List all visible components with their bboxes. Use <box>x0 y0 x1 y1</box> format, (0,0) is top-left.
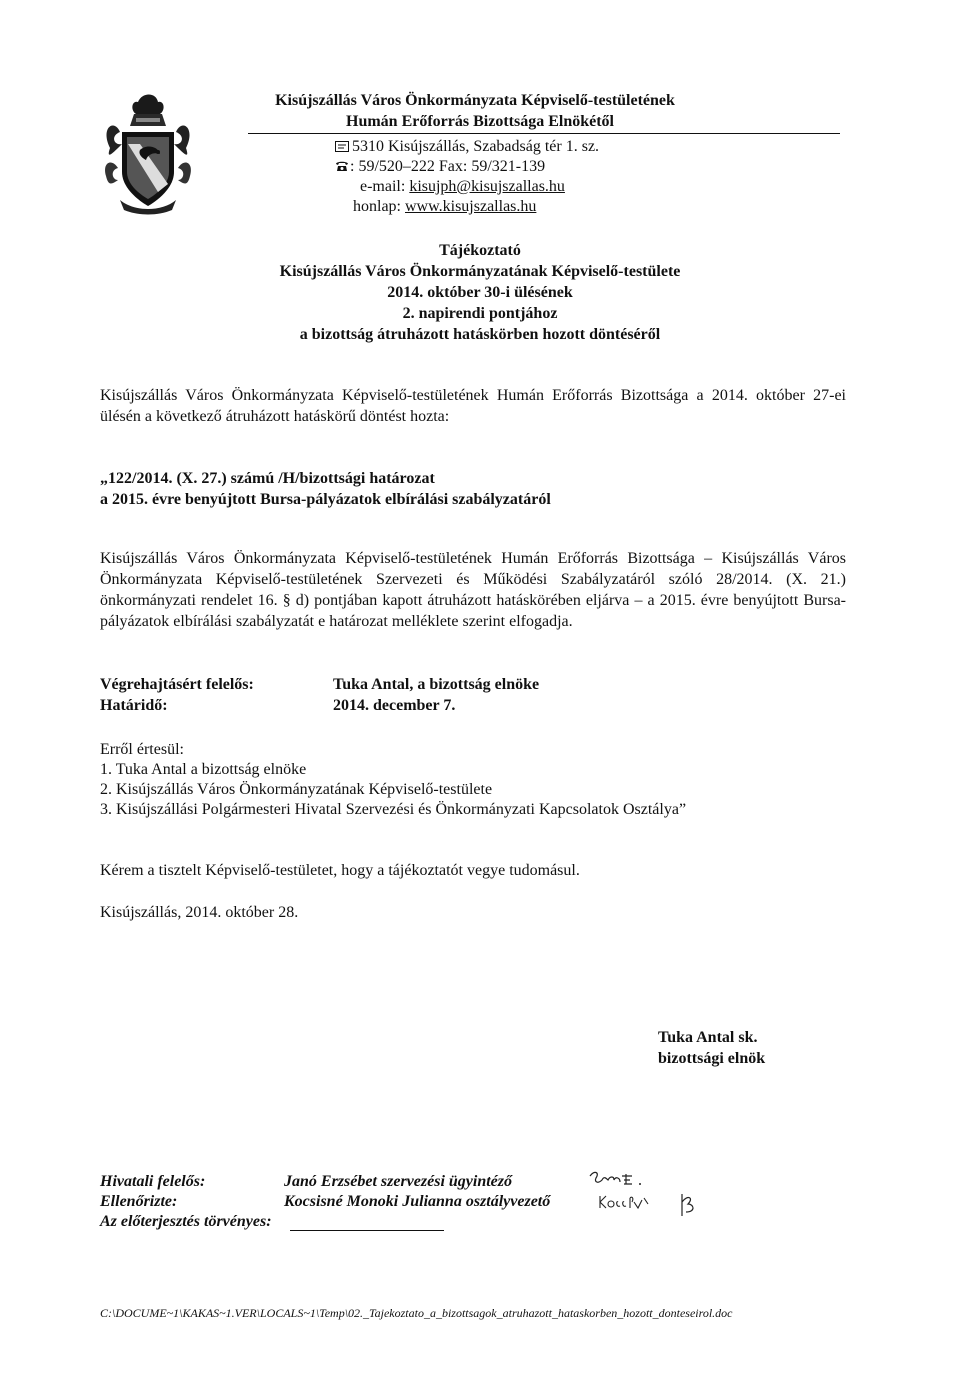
deadline-label: Határidő: <box>100 697 168 714</box>
website-label: honlap: <box>353 198 405 215</box>
footer-checked-label: Ellenőrizte: <box>100 1193 178 1210</box>
header-email <box>360 178 565 196</box>
responsibility-label: Végrehajtásért felelős: <box>100 676 254 693</box>
title-line3: 2014. október 30-i ülésének <box>387 284 573 301</box>
telephone-icon <box>335 160 349 172</box>
title-line2: Kisújszállás Város Önkormányzatának Képviselő-testülete <box>279 263 681 280</box>
org-name-line1: Kisújszállás Város Önkormányzata Képviselő-testületének <box>275 92 675 109</box>
coat-of-arms-icon <box>100 88 196 216</box>
footer-legal-line <box>290 1230 444 1231</box>
list-item: 2. Kisújszállás Város Önkormányzatának Képviselő-testülete <box>100 781 493 798</box>
address-text: 5310 Kisújszállás, Szabadság tér 1. sz. <box>352 138 600 155</box>
header-divider <box>248 133 840 134</box>
handwritten-signature <box>598 1190 708 1218</box>
notification-list <box>100 740 686 820</box>
footer-legal-label: Az előterjesztés törvényes: <box>100 1213 272 1230</box>
footer-responsible-label: Hivatali felelős: <box>100 1173 206 1190</box>
date-place: Kisújszállás, 2014. október 28. <box>100 904 299 921</box>
signatory-name: Tuka Antal sk. <box>658 1029 758 1046</box>
org-name-line2: Humán Erőforrás Bizottsága Elnökétől <box>346 113 614 130</box>
signature-block <box>658 1027 765 1069</box>
decision-title <box>100 468 800 510</box>
phone-fax-text: : 59/520–222 Fax: 59/321-139 <box>350 158 546 175</box>
website-link[interactable]: www.kisujszallas.hu <box>405 198 537 215</box>
deadline-value: 2014. december 7. <box>333 697 456 714</box>
decision-title-line2: a 2015. évre benyújtott Bursa-pályázatok elbírálási szabályzatáról <box>100 491 551 508</box>
list-item: 3. Kisújszállási Polgármesteri Hivatal Szervezési és Önkormányzati Kapcsolatok Osztálya” <box>100 801 687 818</box>
header-phone <box>335 158 545 176</box>
document-title <box>200 240 760 345</box>
header-website <box>353 198 536 216</box>
mailbox-icon <box>335 141 349 152</box>
email-link[interactable]: kisujph@kisujszallas.hu <box>409 178 565 195</box>
decision-title-line1: „122/2014. (X. 27.) számú /H/bizottsági határozat <box>100 470 435 487</box>
header-address <box>335 138 599 156</box>
title-line5: a bizottság átruházott hatáskörben hozott döntéséről <box>299 326 661 343</box>
footer-responsible-value: Janó Erzsébet szervezési ügyintéző <box>284 1173 512 1190</box>
title-line1: Tájékoztató <box>439 242 521 259</box>
footer-checked-value: Kocsisné Monoki Julianna osztályvezető <box>284 1193 551 1210</box>
notification-heading: Erről értesül: <box>100 741 184 758</box>
request-sentence: Kérem a tisztelt Képviselő-testületet, hogy a tájékoztatót vegye tudomásul. <box>100 862 580 879</box>
decision-body: Kisújszállás Város Önkormányzata Képviselő-testületének Humán Erőforrás Bizottsága – Kisújszállás Város Önkormányzata Képviselő-testületének Szervezeti és Működési Szabályzatáról szóló 28/2014. (X. 21.) önkormányzati rendelet 16. § d) pontjában kapott átruházott hatáskörében eljárva – a 2015. évre benyújtott Bursa-pályázatok elbírálási szabályzatát e határozat melléklete szerint elfogadja. <box>100 550 846 630</box>
intro-paragraph: Kisújszállás Város Önkormányzata Képviselő-testületének Humán Erőforrás Bizottsága a 2014. október 27-ei ülésén a következő átruházott hatáskörű döntést hozta: <box>100 387 846 425</box>
file-path: C:\DOCUME~1\KAKAS~1.VER\LOCALS~1\Temp\02._Tajekoztato_a_bizottsagok_atruhazott_hataskorben_hozott_donteseirol.doc <box>100 1306 733 1320</box>
signatory-role: bizottsági elnök <box>658 1050 766 1067</box>
email-label: e-mail: <box>360 178 410 195</box>
handwritten-signature <box>588 1168 646 1190</box>
title-line4: 2. napirendi pontjához <box>402 305 558 322</box>
responsibility-value: Tuka Antal, a bizottság elnöke <box>333 676 540 693</box>
list-item: 1. Tuka Antal a bizottság elnöke <box>100 761 307 778</box>
